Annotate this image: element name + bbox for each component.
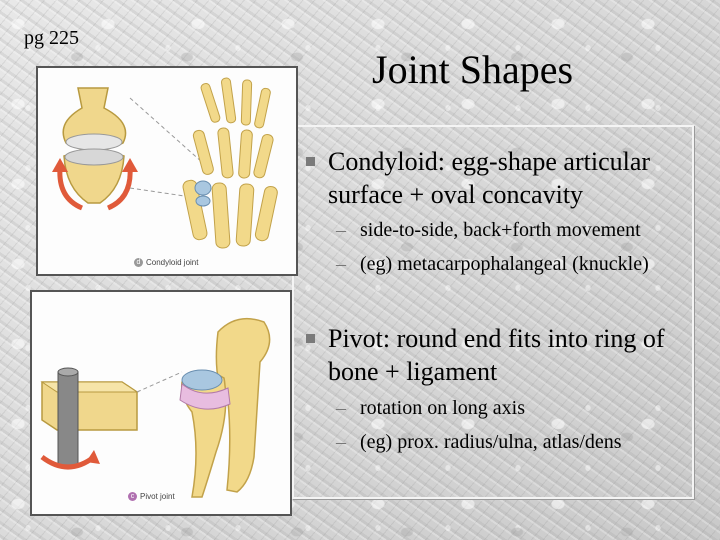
sub-bullet-text: rotation on long axis (360, 397, 525, 419)
caption-text: Pivot joint (140, 492, 175, 501)
bullet-square (306, 157, 315, 166)
guide-line-1 (130, 98, 203, 163)
condyloid-caption (134, 258, 198, 267)
bullet-line2: surface + oval concavity (328, 180, 584, 209)
caption-badge: c (128, 492, 137, 501)
pivot-caption (128, 492, 175, 501)
sub-bullet-text: (eg) metacarpophalangeal (knuckle) (360, 253, 649, 275)
bullet-text (328, 145, 698, 211)
knuckle-highlight-2 (196, 196, 210, 206)
condyloid-figure (36, 66, 298, 276)
pivot-rod (58, 372, 78, 467)
knuckle-highlight (195, 181, 211, 195)
bullet-text (328, 322, 698, 388)
radial-head (182, 370, 222, 390)
condyloid-cup-surface (65, 149, 123, 165)
caption-text: Condyloid joint (146, 258, 199, 267)
pivot-rod-top (58, 368, 78, 376)
caption-badge: d (134, 258, 143, 267)
page-label: pg 225 (24, 27, 79, 49)
bullet-term: Pivot (328, 324, 383, 353)
bullet-line2: bone + ligament (328, 357, 498, 386)
condyloid-illustration (38, 68, 296, 274)
pivot-block-top (42, 382, 137, 392)
slide-title: Joint Shapes (372, 47, 574, 92)
bullet-square (306, 334, 315, 343)
bullet-rest: : egg-shape articular (437, 147, 651, 176)
hand-bones (182, 78, 279, 249)
sub-bullet-text: side-to-side, back+forth movement (360, 219, 641, 241)
condyloid-knob-surface (66, 134, 122, 150)
guide-line-3 (137, 372, 182, 392)
bullet-rest: : round end fits into ring of (382, 324, 665, 353)
pivot-illustration (32, 292, 290, 514)
bullet-term: Condyloid (328, 147, 438, 176)
pivot-figure (30, 290, 292, 516)
sub-bullet-text: (eg) prox. radius/ulna, atlas/dens (360, 431, 622, 453)
rotation-arrowhead (86, 450, 100, 464)
